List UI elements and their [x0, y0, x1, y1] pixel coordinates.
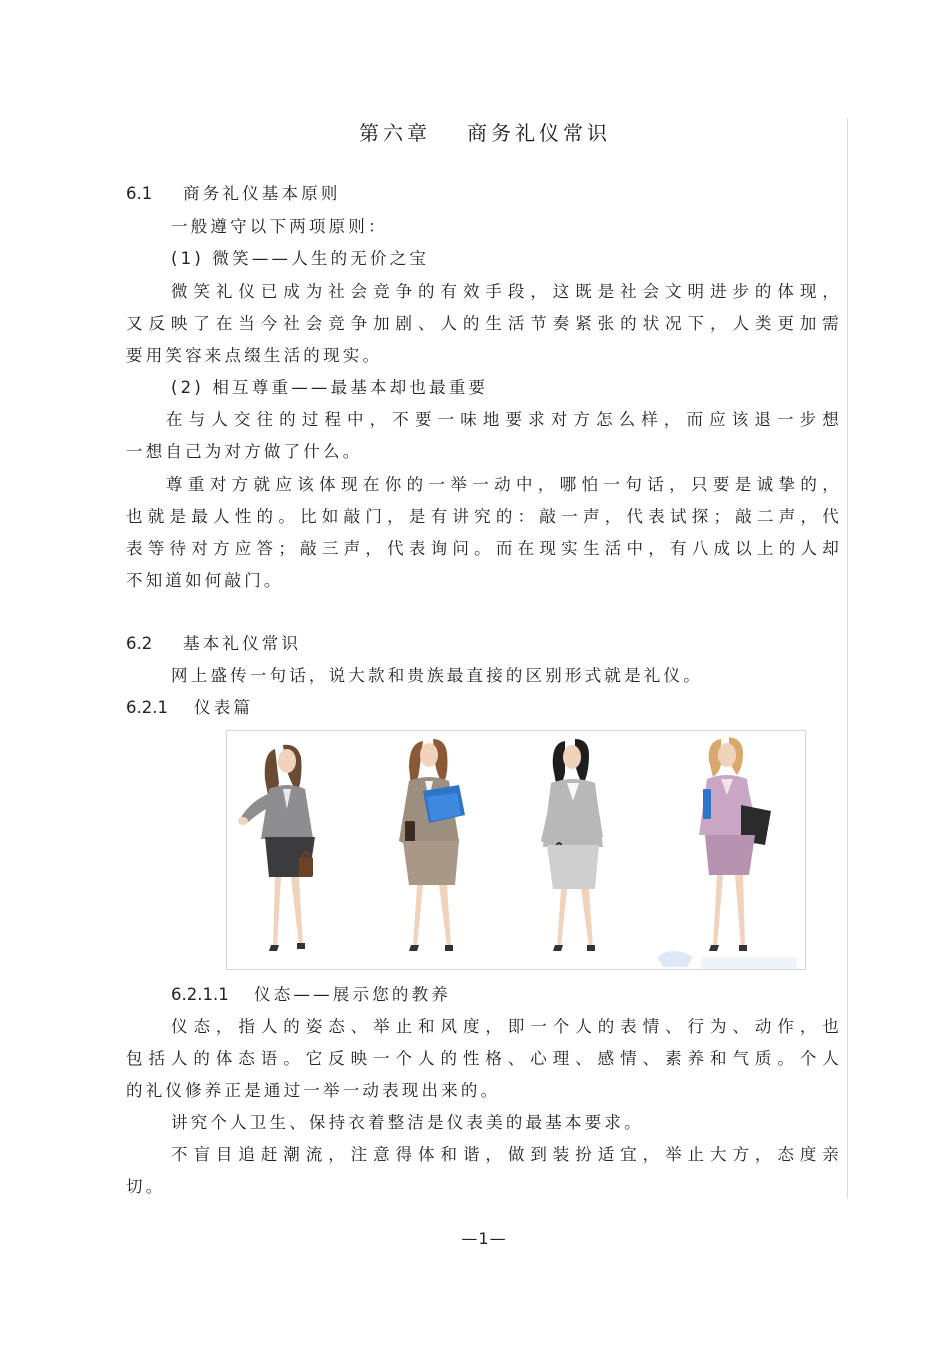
section-6-1-intro: 一般遵守以下两项原则：: [171, 217, 388, 236]
principle-1-title: (1) 微笑——人生的无价之宝: [171, 249, 430, 268]
businesswomen-illustration: [226, 730, 806, 970]
section-6-2-heading: [126, 633, 842, 655]
section-title: 仪态——展示您的教养: [254, 985, 451, 1004]
paragraph-line: 微笑礼仪已成为社会竞争的有效手段，这既是社会文明进步的体现，: [171, 282, 842, 301]
chapter-title: [0, 117, 950, 146]
paragraph-line: 也就是最人性的。比如敲门，是有讲究的：敲一声，代表试探；敲二声，代: [126, 507, 842, 526]
illustration-svg: [227, 731, 805, 969]
paragraph-line: 不盲目追赶潮流，注意得体和谐，做到装扮适宜，举止大方，态度亲: [171, 1145, 842, 1164]
paragraph-line: 表等待对方应答；敲三声，代表询问。而在现实生活中，有八成以上的人却: [126, 539, 842, 558]
paragraph-line: 在与人交往的过程中，不要一味地要求对方怎么样，而应该退一步想: [166, 410, 842, 429]
section-6-2-intro: 网上盛传一句话，说大款和贵族最直接的区别形式就是礼仪。: [171, 666, 703, 685]
paragraph-line: 讲究个人卫生、保持衣着整洁是仪表美的最基本要求。: [171, 1113, 644, 1132]
section-number: 6.1: [126, 184, 153, 203]
paragraph-line: 的礼仪修养正是通过一举一动表现出来的。: [126, 1081, 501, 1100]
woman-light-grey-suit-figure: [541, 739, 603, 951]
section-number: 6.2.1: [126, 698, 168, 717]
section-title: 仪表篇: [194, 698, 254, 717]
paragraph-line: 不知道如何敲门。: [126, 571, 284, 590]
woman-lilac-suit-figure: [699, 737, 771, 951]
section-title: 商务礼仪基本原则: [183, 184, 341, 203]
paragraph-line: 仪态，指人的姿态、举止和风度，即一个人的表情、行为、动作，也: [171, 1017, 842, 1036]
section-6-1-heading: [126, 183, 842, 205]
paragraph-line: 切。: [126, 1177, 166, 1196]
page-number: —1—: [461, 1229, 507, 1248]
paragraph-line: 尊重对方就应该体现在你的一举一动中，哪怕一句话，只要是诚挚的，: [166, 475, 842, 494]
paragraph-line: 包括人的体态语。它反映一个人的性格、心理、感情、素养和气质。个人: [126, 1049, 842, 1068]
section-6-2-1-1-heading: [171, 984, 842, 1006]
watermark-logo: [657, 951, 797, 969]
woman-brown-suit-figure: [399, 739, 465, 951]
paragraph-line: 一想自己为对方做了什么。: [126, 442, 363, 461]
paragraph-line: 又反映了在当今社会竞争加剧、人的生活节奏紧张的状况下，人类更加需: [126, 314, 842, 333]
section-6-2-1-heading: [126, 697, 842, 719]
principle-2-title: (2) 相互尊重——最基本却也最重要: [171, 378, 489, 397]
paragraph-line: 要用笑容来点缀生活的现实。: [126, 346, 383, 365]
page-margin-rule: [847, 118, 848, 1198]
section-number: 6.2: [126, 634, 153, 653]
woman-grey-suit-figure: [238, 745, 315, 951]
chapter-number: 第六章: [359, 121, 431, 145]
section-title: 基本礼仪常识: [183, 634, 302, 653]
section-number: 6.2.1.1: [171, 985, 229, 1004]
chapter-name: 商务礼仪常识: [467, 121, 611, 145]
